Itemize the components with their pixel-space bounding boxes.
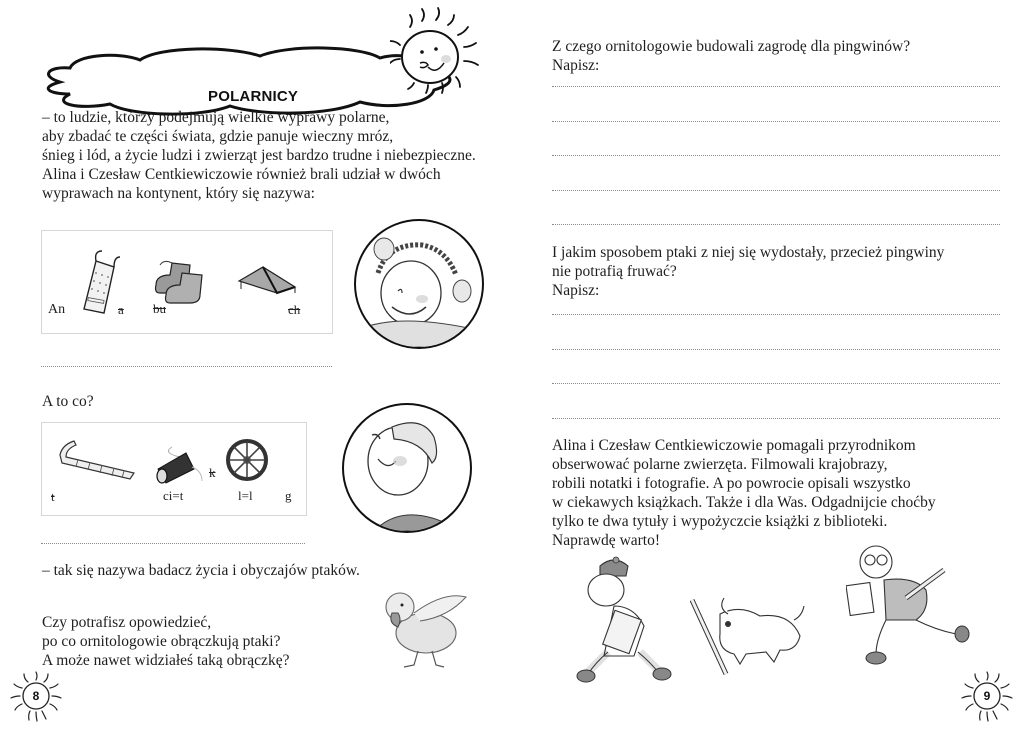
paragraph-line: obserwować polarne zwierzęta. Filmowali krajobrazy, — [552, 456, 888, 473]
answer-line-9[interactable] — [552, 418, 1000, 419]
rebus-box-ornithologist — [41, 422, 307, 516]
intro-line: Alina i Czesław Centkiewiczowie również brali udział w dwóch — [42, 166, 441, 183]
answer-line-6[interactable] — [552, 314, 1000, 315]
boots-icon — [152, 259, 214, 305]
rebus-label-struck: ch — [288, 302, 301, 317]
girl-portrait-illustration — [354, 219, 484, 349]
rebus-label-struck: k — [209, 465, 216, 480]
intro-line: aby zbadać te części świata, gdzie panuje wieczny mróz, — [42, 128, 394, 145]
answer-line-continent[interactable] — [41, 366, 332, 367]
books-paragraph — [552, 436, 936, 550]
closing-line: Czy potrafisz opowiedzieć, — [42, 614, 212, 631]
paragraph-line: Naprawdę warto! — [552, 532, 661, 549]
thread-spool-icon — [152, 443, 206, 487]
dog-with-pencil-illustration — [690, 590, 806, 680]
page-number-badge — [959, 668, 1015, 724]
answer-line-2[interactable] — [552, 121, 1000, 122]
answer-line-5[interactable] — [552, 224, 1000, 225]
answer-line-4[interactable] — [552, 190, 1000, 191]
rebus-label: ci=t — [163, 488, 184, 503]
rebus-label-struck: a — [118, 302, 124, 317]
rebus-label: An — [48, 302, 66, 317]
write-prompt: Napisz: — [552, 57, 600, 74]
closing-line: A może nawet widziałeś taką obrączkę? — [42, 652, 290, 669]
intro-line: wyprawach na kontynent, który się nazywa: — [42, 185, 315, 202]
paragraph-line: Alina i Czesław Centkiewiczowie pomagali przyrodnikom — [552, 437, 916, 454]
answer-line-7[interactable] — [552, 349, 1000, 350]
page-number-badge — [8, 668, 64, 724]
right-page — [512, 0, 1024, 729]
question-line: Z czego ornitologowie budowali zagrodę dla pingwinów? — [552, 38, 911, 55]
answer-line-3[interactable] — [552, 155, 1000, 156]
sled-icon — [78, 249, 122, 315]
page-number: 8 — [32, 689, 40, 703]
question-escape — [552, 243, 944, 300]
rebus-label: g — [285, 488, 292, 503]
question-enclosure — [552, 37, 910, 75]
sun-icon — [390, 5, 490, 95]
answer-line-8[interactable] — [552, 383, 1000, 384]
paragraph-line: w ciekawych książkach. Także i dla Was. Odgadnijcie choćby — [552, 494, 936, 511]
boy-with-glasses-illustration — [846, 540, 976, 670]
paragraph-line: tylko te dwa tytuły i wypożyczcie książki z biblioteki. — [552, 513, 888, 530]
wheel-icon — [226, 439, 268, 481]
boy-portrait-illustration — [342, 403, 472, 533]
intro-line: – to ludzie, którzy podejmują wielkie wyprawy polarne, — [42, 109, 390, 126]
answer-line-1[interactable] — [552, 86, 1000, 87]
write-prompt: Napisz: — [552, 282, 600, 299]
question-line: nie potrafią fruwać? — [552, 263, 677, 280]
page-title: POLARNICY — [208, 88, 299, 105]
bird-illustration — [374, 583, 474, 673]
intro-line: śnieg i lód, a życie ludzi i zwierząt jest bardzo trudne i niebezpieczne. — [42, 147, 476, 164]
closing-line: po co ornitologowie obrączkują ptaki? — [42, 633, 281, 650]
rebus-label: l=l — [238, 488, 253, 503]
paragraph-line: robili notatki i fotografie. A po powrocie opisali wszystko — [552, 475, 911, 492]
page-number: 9 — [983, 689, 991, 703]
tent-icon — [237, 263, 301, 297]
walking-boy-illustration — [564, 556, 684, 686]
rebus-label-struck: bu — [153, 301, 166, 316]
intro-text — [42, 108, 476, 203]
closing-question — [42, 613, 289, 670]
rebus-box-continent — [41, 230, 333, 334]
question-line: I jakim sposobem ptaki z niej się wydostały, przecież pingwiny — [552, 244, 945, 261]
question-what-is-it: A to co? — [42, 393, 94, 410]
ornithologist-definition: – tak się nazywa badacz życia i obyczajów ptaków. — [42, 562, 360, 579]
rebus-label-struck: t — [51, 489, 55, 504]
film-strip-icon — [56, 435, 136, 481]
answer-line-ornithologist[interactable] — [41, 543, 305, 544]
